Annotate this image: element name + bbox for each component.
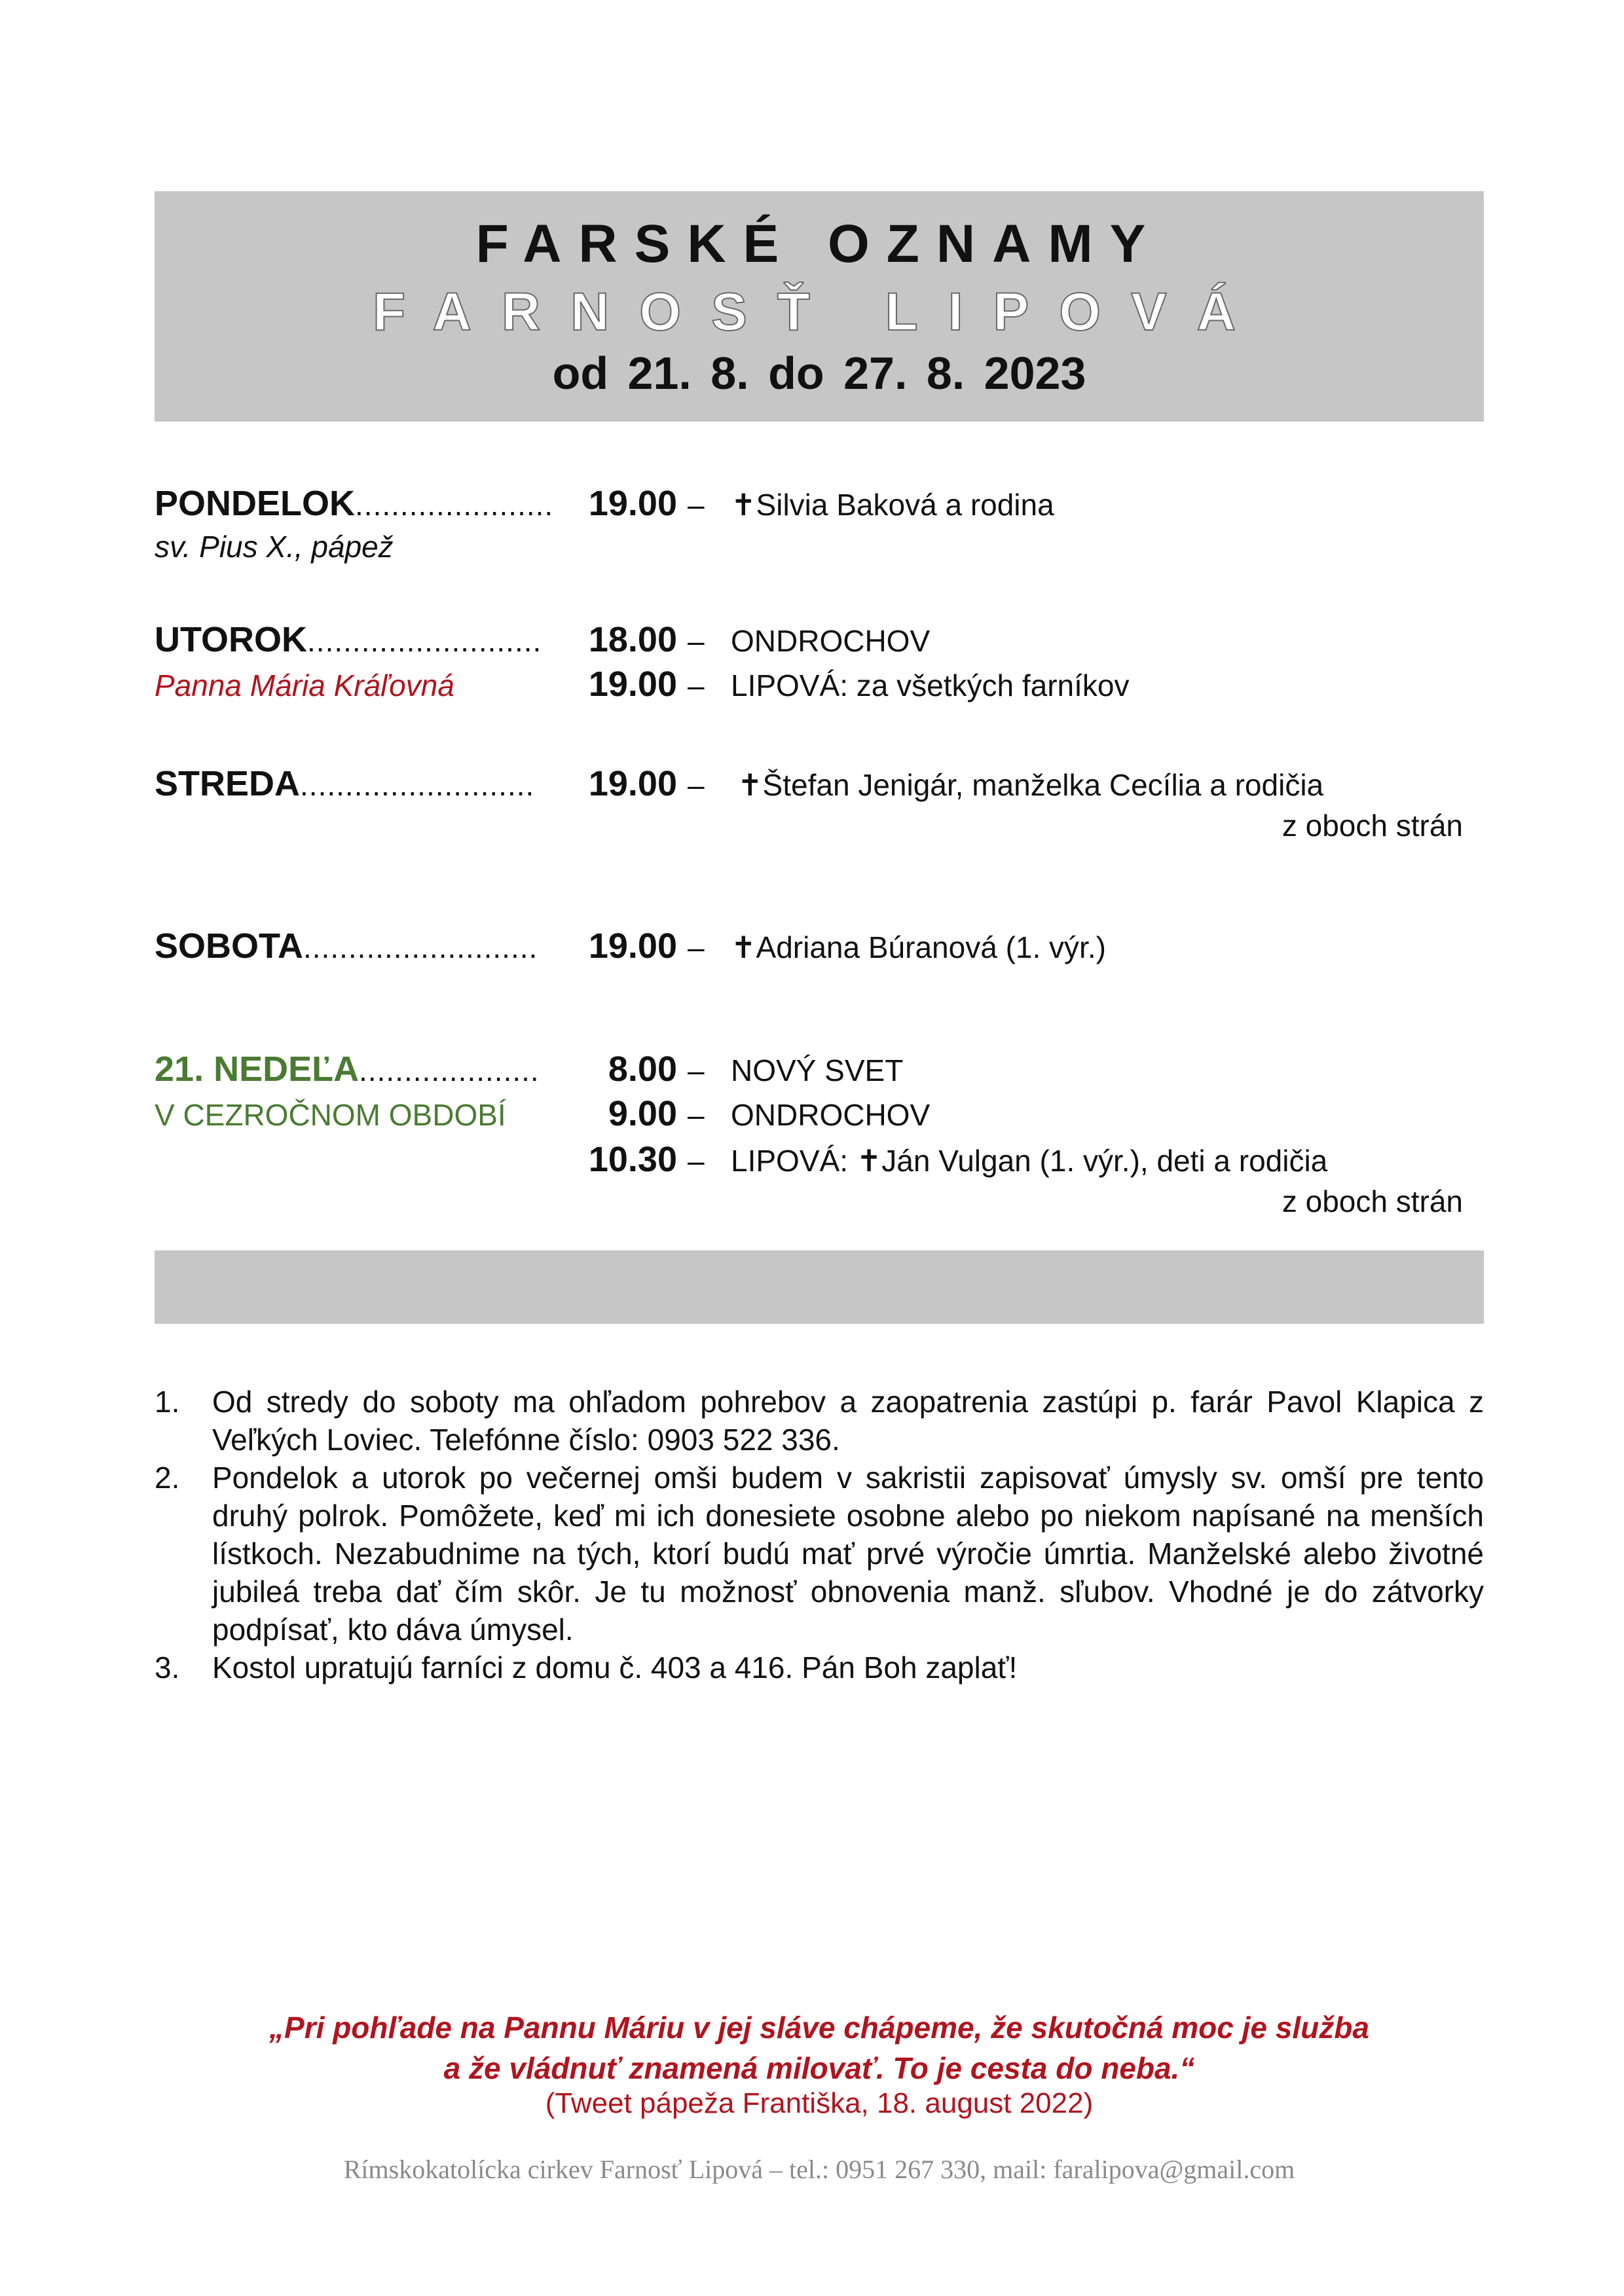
dot-leader: ..........................: [307, 624, 542, 658]
dash: –: [688, 668, 705, 702]
feast-label: V CEZROČNOM OBDOBÍ: [155, 1098, 506, 1132]
day-label: 21. NEDEĽA: [155, 1049, 360, 1089]
day-label: UTOROK: [155, 620, 308, 659]
notices-list: [155, 1383, 1484, 1686]
feast-label: Panna Mária Kráľovná: [155, 668, 454, 702]
quote-line: „Pri pohľade na Pannu Máriu v jej sláve chápeme, že skutočná moc je služba: [269, 2011, 1369, 2045]
list-number: 3.: [155, 1650, 180, 1685]
mass-intention-continued: z oboch strán: [1282, 1184, 1463, 1218]
notice-text: Pondelok a utorok po večernej omši budem v sakristii zapisovať úmysly sv. omší pre tento druhý polrok. Pomôžete, keď mi ich donesiete osobne alebo po niekom napísané na menších lístkoch. Nezabudnime na tých, ktorí budú mať prvé výročie úmrtia. Manželské alebo životné jubileá treba dať čím skôr. Je tu možnosť obnovenia manž. sľubov. Vhodné je do zátvorky podpísať, kto dáva úmysel.: [212, 1461, 1484, 1647]
mass-time: 19.00: [588, 665, 677, 704]
dot-leader: ..........................: [303, 930, 538, 964]
cross-icon: ✝: [731, 930, 756, 964]
dot-leader: ......................: [355, 488, 554, 522]
parish-name: FARNOSŤ LIPOVÁ: [373, 282, 1266, 342]
quote-source: (Tweet pápeža Františka, 18. august 2022): [545, 2087, 1094, 2119]
mass-intention: NOVÝ SVET: [731, 1053, 904, 1087]
list-item: [155, 1459, 1484, 1649]
mass-intention: ✝Adriana Búranová (1. výr.): [731, 930, 1106, 964]
dot-leader: ....................: [359, 1053, 540, 1087]
mass-intention: ✝Štefan Jenigár, manželka Cecília a rodičia: [737, 768, 1324, 802]
mass-time: 8.00: [608, 1049, 677, 1089]
cross-icon: ✝: [731, 488, 756, 522]
dot-leader: ..........................: [300, 768, 535, 802]
list-number: 2.: [155, 1461, 180, 1495]
footer-contact: Rímskokatolícka cirkev Farnosť Lipová – tel.: 0951 267 330, mail: faralipova@gmail.com: [343, 2155, 1295, 2184]
day-label: PONDELOK: [155, 484, 356, 523]
cross-icon: ✝: [856, 1144, 882, 1178]
mass-intention: ✝Silvia Baková a rodina: [731, 488, 1054, 522]
header-banner: [155, 191, 1484, 422]
mass-intention: LIPOVÁ: ✝Ján Vulgan (1. výr.), deti a rodičia: [731, 1144, 1328, 1178]
dash: –: [688, 930, 705, 964]
quote-line: a že vládnuť znamená milovať. To je cesta do neba.“: [443, 2051, 1195, 2085]
mass-time: 19.00: [588, 764, 677, 803]
dash: –: [688, 1053, 705, 1087]
feast-label: sv. Pius X., pápež: [155, 530, 394, 564]
mass-intention: ONDROCHOV: [731, 1098, 931, 1132]
mass-time: 19.00: [588, 484, 677, 523]
page-title: FARSKÉ OZNAMY: [475, 214, 1163, 274]
mass-intention-continued: z oboch strán: [1282, 809, 1463, 843]
dash: –: [688, 1144, 705, 1178]
dash: –: [688, 488, 705, 522]
dash: –: [688, 1098, 705, 1132]
mass-time: 19.00: [588, 926, 677, 966]
mass-time: 18.00: [588, 620, 677, 659]
mass-time: 10.30: [588, 1140, 677, 1179]
mass-time: 9.00: [608, 1094, 677, 1133]
day-label: SOBOTA: [155, 926, 303, 966]
dash: –: [688, 768, 705, 802]
notice-text: Od stredy do soboty ma ohľadom pohrebov a zaopatrenia zastúpi p. farár Pavol Klapica z Veľkých Loviec. Telefónne číslo: 0903 522 336.: [212, 1385, 1484, 1457]
list-item: [155, 1383, 1484, 1459]
list-number: 1.: [155, 1385, 180, 1419]
date-range: od 21. 8. do 27. 8. 2023: [552, 348, 1086, 399]
pope-quote: [155, 2007, 1484, 2088]
list-item: [155, 1649, 1484, 1686]
section-divider: [155, 1250, 1484, 1324]
day-label: STREDA: [155, 764, 301, 803]
mass-intention: ONDROCHOV: [731, 624, 931, 658]
notice-text: Kostol upratujú farníci z domu č. 403 a 416. Pán Boh zaplať!: [212, 1650, 1018, 1685]
dash: –: [688, 624, 705, 658]
cross-icon: ✝: [737, 768, 763, 802]
mass-intention: LIPOVÁ: za všetkých farníkov: [731, 668, 1130, 702]
